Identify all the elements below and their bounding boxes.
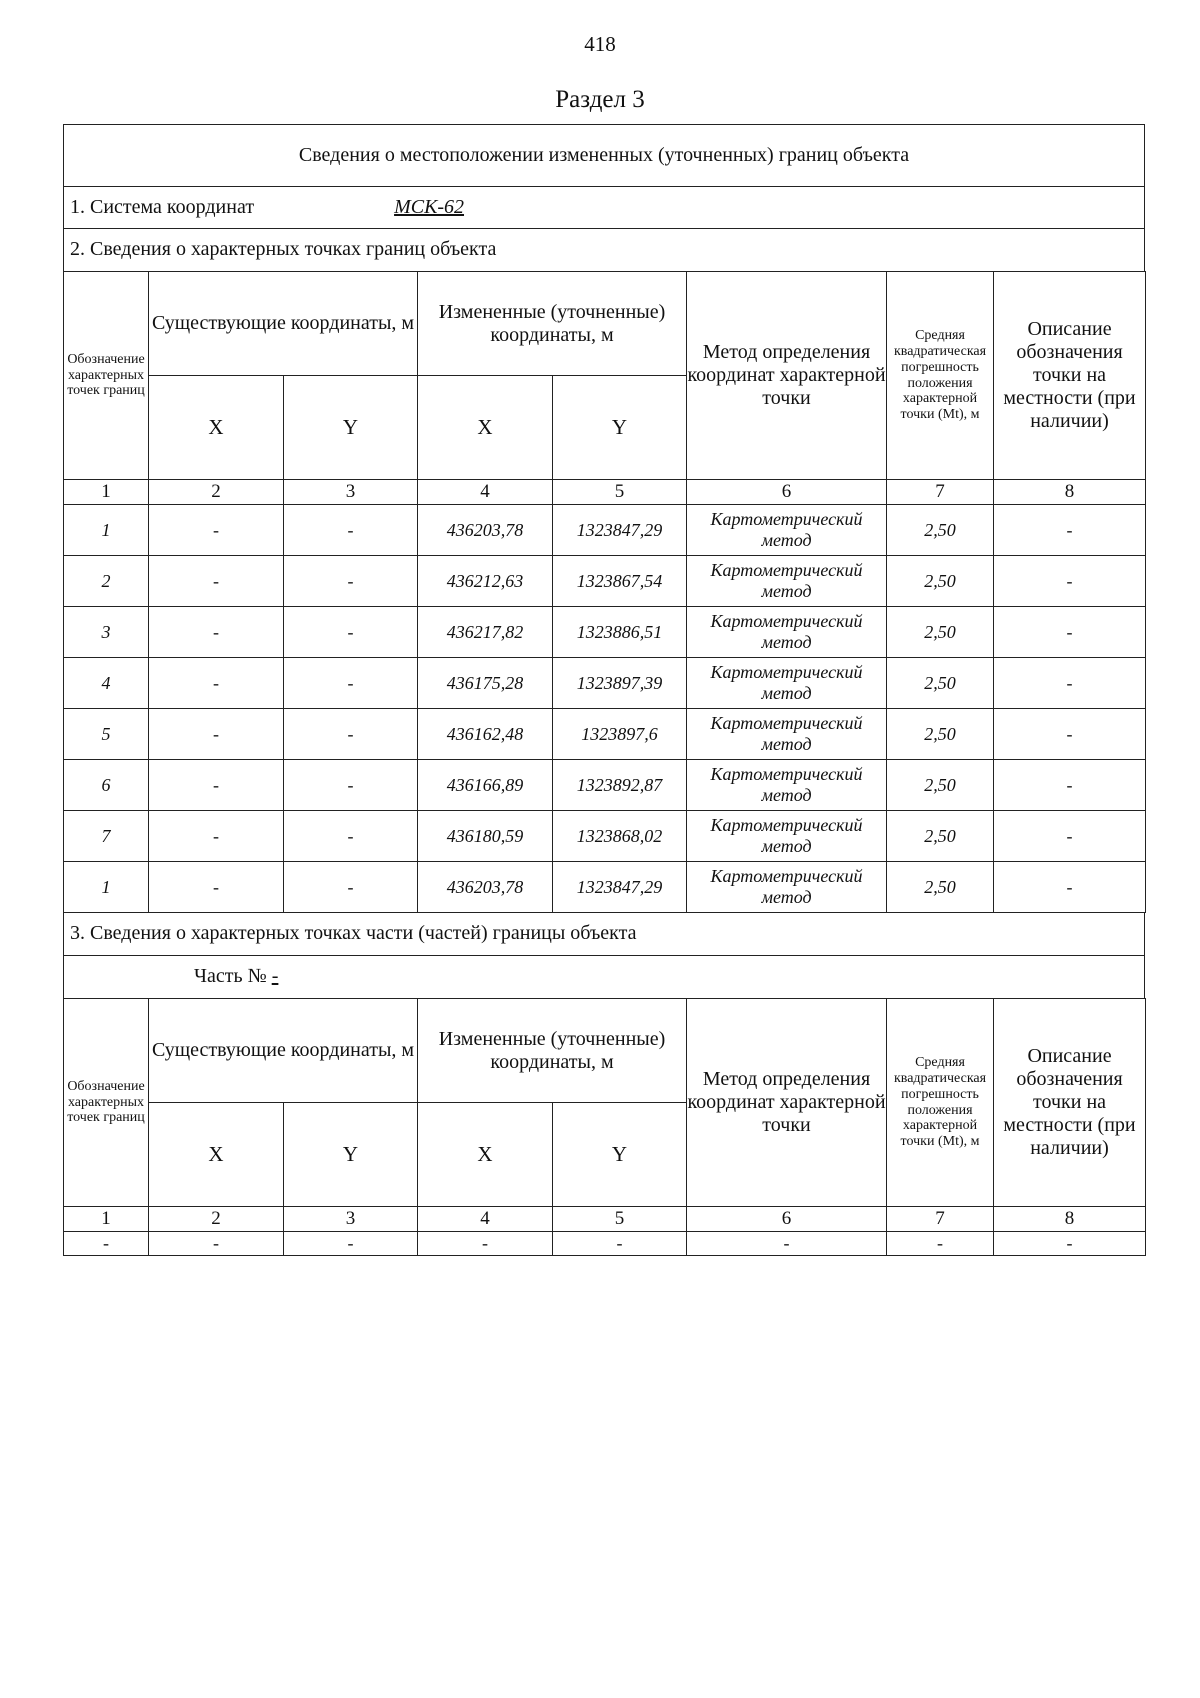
header-designation: Обозначение характерных точек границ [64, 999, 149, 1207]
existing-x: - [149, 505, 284, 556]
existing-y: - [284, 709, 418, 760]
point-id: 1 [64, 505, 149, 556]
coord-system-row [63, 186, 1145, 228]
cell: - [687, 1232, 887, 1256]
part-value: - [271, 965, 279, 987]
point-id: 3 [64, 607, 149, 658]
column-number: 4 [418, 1207, 553, 1232]
header-changed: Измененные (уточненные) координаты, м [418, 999, 687, 1103]
changed-x: 436166,89 [418, 760, 553, 811]
column-number: 8 [994, 480, 1146, 505]
column-number: 2 [149, 480, 284, 505]
existing-y: - [284, 658, 418, 709]
column-number: 3 [284, 1207, 418, 1232]
method-line2: метод [761, 581, 812, 601]
column-number: 6 [687, 1207, 887, 1232]
changed-y: 1323868,02 [553, 811, 687, 862]
description: - [994, 862, 1146, 913]
header-changed: Измененные (уточненные) координаты, м [418, 272, 687, 376]
table-row [64, 658, 1146, 709]
cell: - [418, 1232, 553, 1256]
error-value: 2,50 [887, 505, 994, 556]
changed-y: 1323892,87 [553, 760, 687, 811]
parts-table [63, 998, 1146, 1256]
column-number: 1 [64, 1207, 149, 1232]
point-id: 4 [64, 658, 149, 709]
method [687, 658, 887, 709]
method-line2: метод [761, 632, 812, 652]
description: - [994, 760, 1146, 811]
header-existing-y: Y [284, 1103, 418, 1207]
changed-y: 1323847,29 [553, 862, 687, 913]
column-number: 5 [553, 1207, 687, 1232]
method-line2: метод [761, 887, 812, 907]
header-method: Метод определения координат характерной точки [687, 999, 887, 1207]
point-id: 2 [64, 556, 149, 607]
error-value: 2,50 [887, 607, 994, 658]
header-error: Средняя квадратическая погрешность положения характерной точки (Mt), м [887, 999, 994, 1207]
table-title: Сведения о местоположении измененных (уточненных) границ объекта [63, 124, 1145, 186]
method-line1: Картометрический [710, 764, 863, 785]
header-changed-y: Y [553, 1103, 687, 1207]
header-existing-x: X [149, 1103, 284, 1207]
table-row [64, 760, 1146, 811]
column-number: 7 [887, 1207, 994, 1232]
point-id: 7 [64, 811, 149, 862]
method-line1: Картометрический [710, 815, 863, 836]
existing-x: - [149, 760, 284, 811]
header-designation: Обозначение характерных точек границ [64, 272, 149, 480]
header-description: Описание обозначения точки на местности (при наличии) [994, 999, 1146, 1207]
method-line1: Картометрический [710, 662, 863, 683]
table-row [64, 607, 1146, 658]
existing-y: - [284, 556, 418, 607]
changed-y: 1323867,54 [553, 556, 687, 607]
method-line2: метод [761, 734, 812, 754]
error-value: 2,50 [887, 811, 994, 862]
table-row [64, 1232, 1146, 1256]
method-line1: Картометрический [710, 611, 863, 632]
method [687, 811, 887, 862]
header-existing: Существующие координаты, м [149, 999, 418, 1103]
method-line1: Картометрический [710, 560, 863, 581]
column-number: 2 [149, 1207, 284, 1232]
coord-system-value: МСК-62 [394, 196, 465, 218]
part-row [63, 955, 1145, 998]
description: - [994, 607, 1146, 658]
existing-y: - [284, 760, 418, 811]
column-numbers-row [64, 1207, 1146, 1232]
header-changed-y: Y [553, 376, 687, 480]
existing-x: - [149, 658, 284, 709]
changed-y: 1323886,51 [553, 607, 687, 658]
part-label: Часть № [194, 965, 267, 987]
method-line1: Картометрический [710, 713, 863, 734]
existing-x: - [149, 556, 284, 607]
section-title: Раздел 3 [555, 86, 645, 113]
table-row [64, 709, 1146, 760]
error-value: 2,50 [887, 862, 994, 913]
method [687, 709, 887, 760]
existing-x: - [149, 709, 284, 760]
changed-x: 436175,28 [418, 658, 553, 709]
point-id: 1 [64, 862, 149, 913]
method-line2: метод [761, 683, 812, 703]
column-number: 5 [553, 480, 687, 505]
existing-x: - [149, 811, 284, 862]
method-line2: метод [761, 785, 812, 805]
column-number: 8 [994, 1207, 1146, 1232]
column-number: 7 [887, 480, 994, 505]
changed-x: 436212,63 [418, 556, 553, 607]
description: - [994, 811, 1146, 862]
cell: - [887, 1232, 994, 1256]
description: - [994, 658, 1146, 709]
points-table [63, 271, 1146, 913]
description: - [994, 505, 1146, 556]
header-existing-x: X [149, 376, 284, 480]
cell: - [149, 1232, 284, 1256]
error-value: 2,50 [887, 760, 994, 811]
header-method: Метод определения координат характерной точки [687, 272, 887, 480]
point-id: 6 [64, 760, 149, 811]
page-number: 418 [584, 32, 616, 56]
cell: - [64, 1232, 149, 1256]
method [687, 505, 887, 556]
header-changed-x: X [418, 1103, 553, 1207]
table-row [64, 556, 1146, 607]
method-line2: метод [761, 530, 812, 550]
error-value: 2,50 [887, 658, 994, 709]
existing-x: - [149, 607, 284, 658]
method [687, 760, 887, 811]
description: - [994, 709, 1146, 760]
column-number: 6 [687, 480, 887, 505]
cell: - [994, 1232, 1146, 1256]
coord-system-label: 1. Система координат [70, 196, 255, 218]
changed-x: 436180,59 [418, 811, 553, 862]
header-error: Средняя квадратическая погрешность положения характерной точки (Mt), м [887, 272, 994, 480]
existing-x: - [149, 862, 284, 913]
column-number: 3 [284, 480, 418, 505]
points-heading: 2. Сведения о характерных точках границ объекта [63, 228, 1145, 271]
method-line2: метод [761, 836, 812, 856]
method [687, 556, 887, 607]
parts-heading: 3. Сведения о характерных точках части (частей) границы объекта [63, 913, 1145, 955]
existing-y: - [284, 607, 418, 658]
changed-y: 1323897,39 [553, 658, 687, 709]
column-number: 1 [64, 480, 149, 505]
method-line1: Картометрический [710, 509, 863, 530]
description: - [994, 556, 1146, 607]
error-value: 2,50 [887, 709, 994, 760]
changed-x: 436203,78 [418, 862, 553, 913]
header-existing: Существующие координаты, м [149, 272, 418, 376]
existing-y: - [284, 505, 418, 556]
changed-y: 1323897,6 [553, 709, 687, 760]
column-number: 4 [418, 480, 553, 505]
method [687, 862, 887, 913]
method [687, 607, 887, 658]
cell: - [284, 1232, 418, 1256]
method-line1: Картометрический [710, 866, 863, 887]
point-id: 5 [64, 709, 149, 760]
header-existing-y: Y [284, 376, 418, 480]
changed-x: 436203,78 [418, 505, 553, 556]
table-row [64, 505, 1146, 556]
document-table [63, 124, 1145, 1256]
table-row [64, 862, 1146, 913]
table-row [64, 811, 1146, 862]
existing-y: - [284, 811, 418, 862]
header-changed-x: X [418, 376, 553, 480]
cell: - [553, 1232, 687, 1256]
changed-y: 1323847,29 [553, 505, 687, 556]
error-value: 2,50 [887, 556, 994, 607]
changed-x: 436217,82 [418, 607, 553, 658]
header-description: Описание обозначения точки на местности (при наличии) [994, 272, 1146, 480]
existing-y: - [284, 862, 418, 913]
column-numbers-row [64, 480, 1146, 505]
changed-x: 436162,48 [418, 709, 553, 760]
